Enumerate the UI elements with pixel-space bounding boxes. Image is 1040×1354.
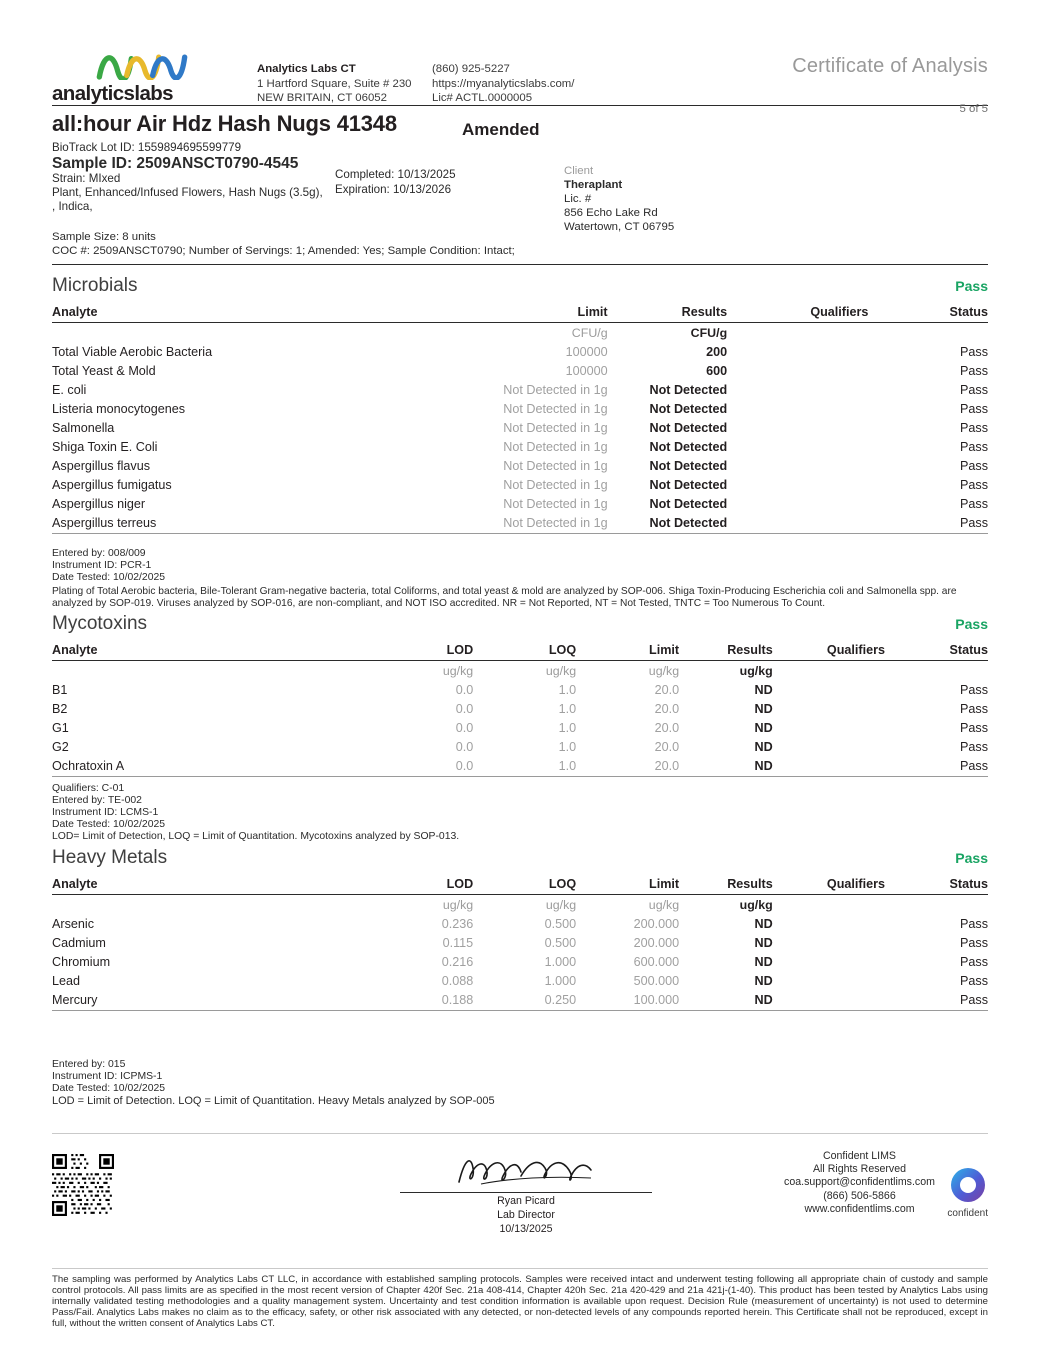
analyte-result: ND [754,935,773,950]
analyte-status: Pass [960,439,988,454]
heavy-metals-instrument-id: Instrument ID: ICPMS-1 [52,1071,163,1083]
signature-block [400,1148,652,1235]
analyte-name: Cadmium [52,935,106,950]
analyte-name: Aspergillus terreus [52,515,157,530]
lab-phone: (860) 925-5227 [432,63,510,75]
unit-limit: ug/kg [648,897,680,912]
matrix-line-2: , Indica, [52,200,93,213]
col-status: Status [885,641,988,661]
analyte-status: Pass [960,720,988,735]
signer-name: Ryan Picard [497,1195,555,1207]
col-qualifiers: Qualifiers [773,641,885,661]
confident-support-email[interactable]: coa.support@confidentlims.com [784,1176,935,1189]
analyte-loq: 1.000 [544,973,577,988]
analyte-result: ND [754,916,773,931]
analyte-limit: 20.0 [654,758,680,773]
analyte-lod: 0.0 [455,682,474,697]
sample-id-label: Sample ID: [52,155,133,172]
unit-limit: CFU/g [571,325,608,340]
heavy-metals-table-bottom-rule [52,1010,988,1011]
table-header-row [52,641,988,661]
analyte-qualifiers [773,914,885,933]
analyte-status: Pass [960,382,988,397]
col-qualifiers: Qualifiers [773,875,885,895]
analyte-status: Pass [960,935,988,950]
strain: Strain: MIxed [52,172,121,185]
confident-line-2: All Rights Reserved [812,1163,907,1176]
heavy-metals-notes [52,1059,988,1107]
analyte-status: Pass [960,973,988,988]
logo-text-labs: labs [134,82,173,105]
analyte-lod: 0.216 [441,954,474,969]
table-row [52,737,988,756]
table-row [52,399,988,418]
logo-wordmark [52,82,237,106]
heavy-metals-footnote: LOD = Limit of Detection. LOQ = Limit of Quantitation. Heavy Metals analyzed by SOP-005 [52,1095,495,1108]
analyte-qualifiers [727,475,868,494]
unit-limit: ug/kg [648,663,680,678]
analyte-qualifiers [727,399,868,418]
unit-loq: ug/kg [545,663,577,678]
logo-wave-icon [96,48,188,80]
analyte-loq: 1.0 [558,720,577,735]
sample-id-value: 2509ANSCT0790-4545 [136,155,299,172]
analyte-qualifiers [773,971,885,990]
matrix-line-1: Plant, Enhanced/Infused Flowers, Hash Nugs (3.5g), [52,186,323,199]
analyte-status: Pass [960,515,988,530]
table-header-row [52,303,988,323]
microbials-footnote: Plating of Total Aerobic bacteria, Bile-Tolerant Gram-negative bacteria, total Coliforms, and total yeast & mold are analyzed by SOP-006. Shiga Toxin-Producing Escherichia coli and Salmonella spp. are analyzed by SOP-019. Viruses analyzed by SOP-016, are non-compliant, and NOT ISO accredited. NR = Not Reported, NT = Not Tested, TNTC = Too Numerous To Count. [52,586,957,609]
analyte-name: Chromium [52,954,111,969]
col-lod: LOD [370,641,473,661]
analyte-status: Pass [960,992,988,1007]
analyte-name: Aspergillus fumigatus [52,477,172,492]
signer-title: Lab Director [497,1209,555,1221]
analyte-result: Not Detected [649,496,728,511]
analyte-limit: 500.000 [633,973,680,988]
analyte-limit: 100000 [565,363,608,378]
microbials-header [52,275,988,303]
analyte-loq: 1.0 [558,758,577,773]
lab-name: Analytics Labs CT [257,63,356,75]
page-title: all:hour Air Hdz Hash Nugs 41348 [52,111,397,136]
col-qualifiers: Qualifiers [727,303,868,323]
analyte-limit: 20.0 [654,720,680,735]
analyte-lod: 0.088 [441,973,474,988]
microbials-instrument-id: Instrument ID: PCR-1 [52,560,152,571]
analyte-qualifiers [773,737,885,756]
analyte-result: Not Detected [649,515,728,530]
mycotoxins-footnote: LOD= Limit of Detection, LOQ = Limit of Quantitation. Mycotoxins analyzed by SOP-013. [52,831,460,843]
analyte-limit: Not Detected in 1g [503,477,608,492]
table-row [52,456,988,475]
analyte-limit: 200.000 [633,916,680,931]
microbials-notes [52,548,988,609]
confident-text [784,1150,935,1216]
page-number: 5 of 5 [959,103,988,115]
analyte-name: Total Yeast & Mold [52,363,156,378]
heavy-metals-entered-by: Entered by: 015 [52,1059,126,1071]
analyte-lod: 0.0 [455,758,474,773]
col-status: Status [885,875,988,895]
units-row [52,661,988,681]
client-license: Lic. # [564,193,592,205]
analyte-limit: 100000 [565,344,608,359]
signature-line [400,1192,652,1193]
analyte-name: E. coli [52,382,87,397]
mycotoxins-instrument-id: Instrument ID: LCMS-1 [52,807,159,819]
heavy-metals-status: Pass [955,850,988,867]
analyte-status: Pass [960,344,988,359]
analyte-qualifiers [727,456,868,475]
table-row [52,418,988,437]
analyte-qualifiers [727,418,868,437]
analyte-result: ND [754,682,773,697]
unit-loq: ug/kg [545,897,577,912]
footer-divider [52,1133,988,1134]
col-loq: LOQ [473,875,576,895]
microbials-entered-by: Entered by: 008/009 [52,548,146,559]
analyte-name: Ochratoxin A [52,758,125,773]
analyte-qualifiers [727,494,868,513]
analytics-labs-logo [52,48,237,106]
analyte-result: Not Detected [649,458,728,473]
analyte-qualifiers [727,437,868,456]
heavy-metals-table [52,875,988,1009]
analyte-name: Listeria monocytogenes [52,401,186,416]
analyte-limit: 200.000 [633,935,680,950]
analyte-status: Pass [960,758,988,773]
col-analyte: Analyte [52,303,487,323]
confident-line-1: Confident LIMS [822,1150,897,1162]
col-results: Results [608,303,728,323]
analyte-result: ND [754,973,773,988]
lab-address-line-1: 1 Hartford Square, Suite # 230 [257,77,412,90]
analyte-loq: 1.0 [558,739,577,754]
analyte-status: Pass [960,682,988,697]
biotrack-lot-id: BioTrack Lot ID: 1559894695599779 [52,141,242,154]
analyte-name: Mercury [52,992,98,1007]
signer-date: 10/13/2025 [499,1223,553,1235]
col-analyte: Analyte [52,875,370,895]
analyte-qualifiers [773,699,885,718]
confident-phone: (866) 506-5866 [823,1189,896,1202]
heavy-metals-title: Heavy Metals [52,847,168,869]
analyte-limit: Not Detected in 1g [503,496,608,511]
table-row [52,990,988,1009]
unit-results: CFU/g [690,325,728,340]
mycotoxins-table [52,641,988,775]
table-row [52,494,988,513]
microbials-title: Microbials [52,275,138,296]
confident-website[interactable]: www.confidentlims.com [804,1202,915,1215]
analyte-name: B1 [52,682,68,697]
table-row [52,971,988,990]
analyte-limit: Not Detected in 1g [503,515,608,530]
analyte-name: Lead [52,973,81,988]
completed-date: Completed: 10/13/2025 [335,168,456,181]
table-row [52,437,988,456]
lab-contact-block [432,62,574,106]
logo-text-analytics: analytics [52,82,135,105]
col-loq: LOQ [473,641,576,661]
client-address-line-2: Watertown, CT 06795 [564,221,675,233]
coc-line: COC #: 2509ANSCT0790; Number of Servings: 1; Amended: Yes; Sample Condition: Intact; [52,244,515,257]
analyte-result: ND [754,758,773,773]
analyte-status: Pass [960,458,988,473]
analyte-limit: 20.0 [654,739,680,754]
unit-results: ug/kg [739,897,773,912]
analyte-limit: 100.000 [633,992,680,1007]
certificate-title: Certificate of Analysis [792,55,988,77]
analyte-qualifiers [727,513,868,532]
analyte-status: Pass [960,420,988,435]
analyte-qualifiers [727,361,868,380]
analyte-loq: 1.0 [558,682,577,697]
analyte-qualifiers [773,952,885,971]
unit-results: ug/kg [739,663,773,678]
analyte-limit: Not Detected in 1g [503,458,608,473]
heavy-metals-date-tested: Date Tested: 10/02/2025 [52,1083,166,1095]
analyte-name: Total Viable Aerobic Bacteria [52,344,213,359]
section-microbials [52,275,988,609]
analyte-status: Pass [960,916,988,931]
sample-details [52,141,988,233]
analyte-status: Pass [960,701,988,716]
analyte-qualifiers [773,756,885,775]
analyte-lod: 0.0 [455,739,474,754]
units-row [52,895,988,915]
table-row [52,380,988,399]
analyte-limit: 20.0 [654,701,680,716]
client-label: Client [564,165,594,177]
analyte-status: Pass [960,954,988,969]
analyte-result: ND [754,992,773,1007]
confident-lims-block [628,1150,988,1221]
analyte-result: 200 [706,344,728,359]
analyte-result: ND [754,954,773,969]
sample-divider [52,264,988,265]
sample-size: Sample Size: 8 units [52,231,156,243]
analyte-lod: 0.236 [441,916,474,931]
analyte-result: ND [754,739,773,754]
units-row [52,323,988,343]
analyte-qualifiers [773,680,885,699]
analyte-status: Pass [960,401,988,416]
mycotoxins-status: Pass [955,616,988,633]
sample-dates [335,168,456,197]
disclaimer-text: The sampling was performed by Analytics Labs CT LLC, in accordance with established sampling protocols. Samples were received intact and underwent testing following all appropriate chain of custody and sample control protocols. All pass limits are as specified in the most recent version of Chapter 420f Sec. 21a 408-414, Chapter 420h Sec. 21a 420-429 and 21a 421j-(1-40). This product has been tested by Analytics Labs using internally validated testing methodologies and a quality management system. Uncertainty and test condition information is available upon request. Decision Rule (measurement of uncertainty) is not used to determine Pass/Fail. Analytics Labs makes no claim as to the efficacy, safety, or other risk associated with any detected, or non-detected levels of any compounds reported herein. This Certificate shall not be reproduced, except in full, without the written consent of Analytics Labs CT. [52,1274,988,1329]
col-analyte: Analyte [52,641,370,661]
unit-lod: ug/kg [442,897,474,912]
analyte-loq: 1.000 [544,954,577,969]
analyte-result: ND [754,701,773,716]
microbials-date-tested: Date Tested: 10/02/2025 [52,572,166,583]
section-mycotoxins [52,613,988,843]
client-name: Theraplant [564,179,623,191]
table-header-row [52,875,988,895]
mycotoxins-title: Mycotoxins [52,613,148,635]
unit-lod: ug/kg [442,663,474,678]
analyte-loq: 1.0 [558,701,577,716]
analyte-limit: Not Detected in 1g [503,382,608,397]
document-footer [52,1133,988,1241]
lab-website[interactable]: https://myanalyticslabs.com/ [432,77,575,90]
analyte-name: B2 [52,701,68,716]
client-address-line-1: 856 Echo Lake Rd [564,207,658,219]
footer-row [52,1146,988,1241]
disclaimer-divider [52,1268,988,1269]
col-lod: LOD [370,875,473,895]
heavy-metals-header [52,847,988,875]
analyte-name: Salmonella [52,420,115,435]
analyte-limit: Not Detected in 1g [503,439,608,454]
analyte-name: G2 [52,739,69,754]
col-status: Status [868,303,988,323]
analyte-status: Pass [960,477,988,492]
confident-mark-icon [951,1168,985,1202]
col-limit: Limit [576,875,679,895]
qr-code[interactable] [52,1154,114,1216]
table-row [52,342,988,361]
mycotoxins-qualifiers-note: Qualifiers: C-01 [52,783,125,795]
analyte-qualifiers [773,718,885,737]
col-results: Results [679,875,773,895]
lab-address-line-2: NEW BRITAIN, CT 06052 [257,92,387,104]
analyte-qualifiers [773,933,885,952]
analyte-lod: 0.0 [455,701,474,716]
mycotoxins-entered-by: Entered by: TE-002 [52,795,142,807]
table-row [52,952,988,971]
table-row [52,513,988,532]
mycotoxins-date-tested: Date Tested: 10/02/2025 [52,819,166,831]
analyte-result: Not Detected [649,477,728,492]
client-block [564,164,674,234]
microbials-table-bottom-rule [52,533,988,534]
analyte-status: Pass [960,496,988,511]
analyte-result: Not Detected [649,401,728,416]
analyte-limit: Not Detected in 1g [503,420,608,435]
sample-footer-info [52,231,988,258]
table-row [52,361,988,380]
section-heavy-metals [52,847,988,1107]
col-limit: Limit [487,303,608,323]
analyte-lod: 0.188 [441,992,474,1007]
page-content [52,0,988,1107]
analyte-lod: 0.0 [455,720,474,735]
lab-license: Lic# ACTL.0000005 [432,92,533,104]
sample-primary-info [52,141,332,214]
signature-image [451,1148,601,1192]
analyte-qualifiers [727,342,868,361]
table-row [52,914,988,933]
analyte-name: G1 [52,720,69,735]
mycotoxins-header [52,613,988,641]
mycotoxins-notes [52,783,988,843]
analyte-limit: Not Detected in 1g [503,401,608,416]
analyte-name: Aspergillus niger [52,496,146,511]
analyte-status: Pass [960,739,988,754]
disclaimer-block [52,1268,988,1329]
analyte-lod: 0.115 [442,935,474,950]
table-row [52,933,988,952]
sample-id-row [52,157,332,171]
mycotoxins-table-bottom-rule [52,776,988,777]
analyte-loq: 0.500 [544,916,577,931]
analyte-qualifiers [773,990,885,1009]
table-row [52,718,988,737]
confident-logo [947,1168,988,1221]
table-row [52,680,988,699]
analyte-status: Pass [960,363,988,378]
analyte-result: ND [754,720,773,735]
analyte-result: Not Detected [649,382,728,397]
analyte-name: Aspergillus flavus [52,458,150,473]
lab-address-block [257,62,412,106]
col-results: Results [679,641,773,661]
analyte-limit: 600.000 [633,954,680,969]
table-row [52,699,988,718]
analyte-result: Not Detected [649,420,728,435]
amended-badge: Amended [462,120,540,139]
analyte-qualifiers [727,380,868,399]
analyte-name: Shiga Toxin E. Coli [52,439,158,454]
col-limit: Limit [576,641,679,661]
microbials-status: Pass [955,278,988,294]
analyte-loq: 0.500 [544,935,577,950]
document-header [52,0,988,115]
microbials-table [52,303,988,532]
expiration-date: Expiration: 10/13/2026 [335,182,452,196]
confident-brand-name: confident [947,1208,988,1219]
analyte-name: Arsenic [52,916,94,931]
analyte-result: 600 [706,363,728,378]
table-row [52,475,988,494]
table-row [52,756,988,775]
analyte-loq: 0.250 [544,992,577,1007]
analyte-result: Not Detected [649,439,728,454]
analyte-limit: 20.0 [654,682,680,697]
